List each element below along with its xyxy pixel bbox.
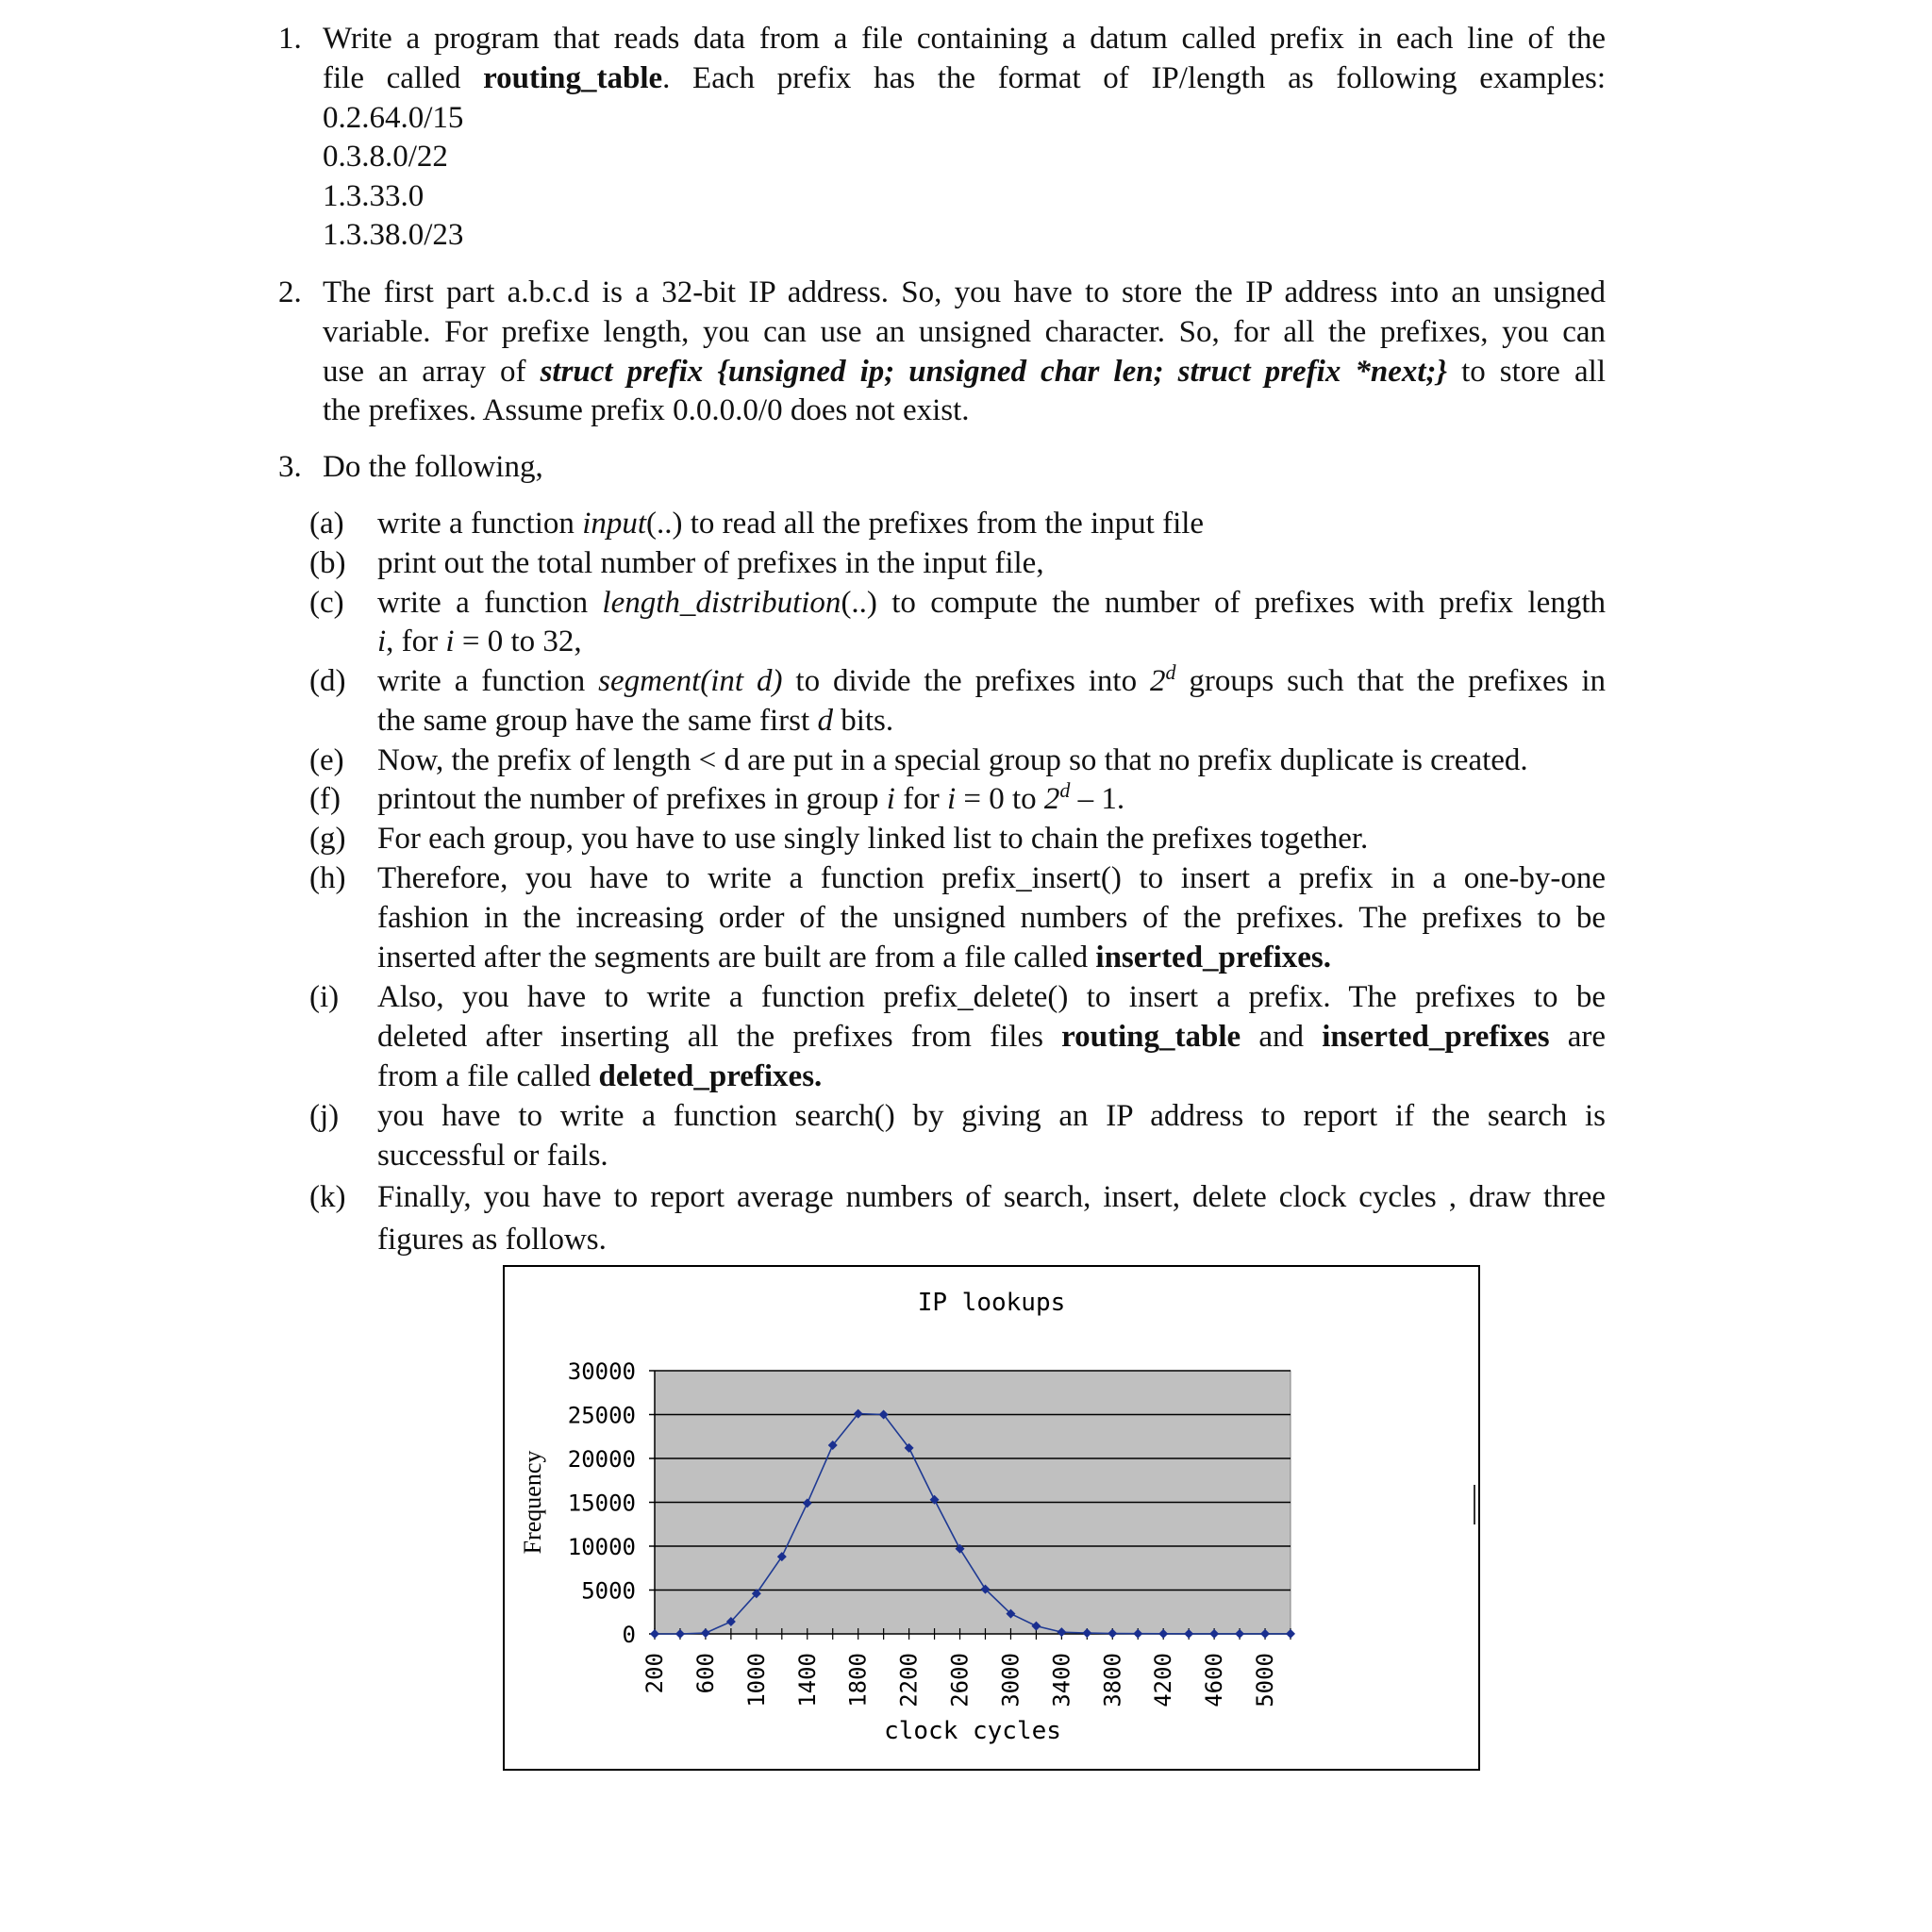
item-1-line-2: [323, 58, 1606, 98]
item-3-intro: Do the following,: [323, 450, 543, 484]
sub-f-eq: = 0 to: [963, 782, 1037, 816]
sub-h-label: (h): [309, 861, 346, 895]
inserted-prefixes-filename-2: inserted_prefixes: [1322, 1020, 1550, 1054]
sub-f-text: [377, 779, 1124, 819]
sub-c-range: = 0 to 32,: [461, 625, 582, 658]
sub-i-label: (i): [309, 980, 340, 1014]
sub-i-line-2-mid: and: [1258, 1020, 1305, 1054]
sub-c-mid: , for: [386, 625, 439, 658]
x-tick-label-200: 200: [641, 1653, 668, 1694]
ip-lookups-chart: [503, 1265, 1480, 1771]
example-prefix-1: 0.2.64.0/15: [323, 101, 464, 135]
sub-i-line-3: [377, 1057, 822, 1096]
x-tick-label-1000: 1000: [742, 1653, 770, 1707]
y-tick-label-20000: 20000: [567, 1446, 636, 1473]
item-2-line-3-pre: use an array of: [323, 355, 526, 389]
sub-h-line-3: [377, 938, 1331, 977]
routing-table-filename: routing_table: [483, 61, 663, 95]
x-tick-label-1400: 1400: [793, 1653, 821, 1707]
y-axis-label: Frequency: [519, 1450, 546, 1555]
sub-i-line-3-pre: from a file called: [377, 1059, 591, 1093]
y-tick-label-5000: 5000: [581, 1577, 636, 1605]
sub-c-post: (..) to compute the number of prefixes with prefix length: [841, 586, 1606, 620]
sub-d-line-2: [377, 701, 893, 741]
sub-h-line-2: fashion in the increasing order of the unsigned numbers of the prefixes. The prefixes to be: [377, 901, 1606, 935]
chart-title: IP lookups: [917, 1289, 1066, 1317]
sub-e-label: (e): [309, 743, 344, 777]
sub-d-line-2-pre: the same group have the same first: [377, 704, 810, 738]
segment-function-name: segment(int d): [598, 664, 783, 698]
sub-j-line-1: you have to write a function search() by giving an IP address to report if the search is: [377, 1099, 1606, 1133]
sub-d-post: groups such that the prefixes in: [1189, 664, 1607, 698]
item-1-line-2-post: . Each prefix has the format of IP/length as following examples:: [662, 61, 1606, 95]
y-tick-label-30000: 30000: [567, 1358, 636, 1385]
struct-prefix-definition: struct prefix {unsigned ip; unsigned char len; struct prefix *next;}: [540, 355, 1448, 389]
var-i: i: [377, 625, 387, 658]
routing-table-filename-2: routing_table: [1061, 1020, 1241, 1054]
sub-d-pre: write a function: [377, 664, 586, 698]
item-2-line-4: the prefixes. Assume prefix 0.0.0.0/0 does not exist.: [323, 393, 970, 427]
item-2-line-2: variable. For prefixe length, you can use an unsigned character. So, for all the prefixes, you can: [323, 315, 1606, 349]
sub-d-mid: to divide the prefixes into: [795, 664, 1138, 698]
var-i-f-2: i: [946, 782, 957, 816]
sub-g-label: (g): [309, 822, 346, 856]
x-tick-label-3000: 3000: [997, 1653, 1024, 1707]
x-tick-label-3800: 3800: [1099, 1653, 1126, 1707]
sub-i-line-1: Also, you have to write a function prefix_delete() to insert a prefix. The prefixes to be: [377, 980, 1606, 1014]
sub-i-line-2-pre: deleted after inserting all the prefixes from files: [377, 1020, 1043, 1054]
chart-canvas: [505, 1267, 1478, 1769]
example-prefix-3: 1.3.33.0: [323, 179, 425, 213]
y-tick-label-10000: 10000: [567, 1534, 636, 1560]
sub-e-text: Now, the prefix of length < d are put in a special group so that no prefix duplicate is created.: [377, 743, 1528, 777]
item-2-line-3-post: to store all: [1461, 355, 1606, 389]
sub-j-line-2: successful or fails.: [377, 1139, 608, 1173]
x-tick-label-1800: 1800: [844, 1653, 872, 1707]
sub-c-pre: write a function: [377, 586, 589, 620]
var-d: d: [817, 704, 833, 738]
sub-a-post: (..) to read all the prefixes from the input file: [646, 507, 1205, 541]
item-2-line-3: [323, 352, 1606, 391]
sub-d-base: 2: [1150, 664, 1166, 698]
item-1-line-1-text: Write a program that reads data from a file containing a datum called prefix in each line of the: [323, 22, 1606, 56]
sub-i-line-2: [377, 1017, 1606, 1057]
sub-k-line-1: Finally, you have to report average numbers of search, insert, delete clock cycles , draw three: [377, 1180, 1606, 1214]
example-prefix-4: 1.3.38.0/23: [323, 218, 464, 252]
item-1-line-2-pre: file called: [323, 61, 461, 95]
y-tick-label-15000: 15000: [567, 1490, 636, 1517]
var-i-2: i: [445, 625, 455, 658]
sub-d-line-2-post: bits.: [841, 704, 894, 738]
sub-a-label: (a): [309, 507, 344, 541]
x-axis-label: clock cycles: [884, 1717, 1061, 1745]
sub-f-label: (f): [309, 782, 341, 816]
sub-c-line-1: [377, 583, 1606, 623]
sub-d-exponent: d: [1165, 660, 1176, 684]
sub-j-label: (j): [309, 1099, 340, 1133]
sub-d-label: (d): [309, 664, 346, 698]
sub-b-text: print out the total number of prefixes in the input file,: [377, 546, 1044, 580]
sub-a-text: [377, 504, 1204, 543]
x-tick-label-4600: 4600: [1201, 1653, 1228, 1707]
inserted-prefixes-filename: inserted_prefixes.: [1095, 941, 1332, 974]
item-2-number: 2.: [278, 275, 302, 309]
y-tick-label-0: 0: [622, 1622, 636, 1648]
sub-k-line-2: figures as follows.: [377, 1223, 607, 1257]
sub-k-label: (k): [309, 1180, 346, 1214]
x-tick-label-600: 600: [691, 1653, 719, 1694]
var-i-f: i: [886, 782, 895, 816]
item-1-line-1: [323, 19, 1606, 58]
input-function-name: input: [582, 507, 647, 541]
sub-g-text: For each group, you have to use singly linked list to chain the prefixes together.: [377, 822, 1369, 856]
sub-f-exponent: d: [1059, 778, 1071, 802]
sub-c-line-2: [377, 622, 582, 661]
sub-h-line-3-pre: inserted after the segments are built are from a file called: [377, 941, 1089, 974]
sub-f-post: – 1.: [1077, 782, 1125, 816]
y-tick-label-25000: 25000: [567, 1402, 636, 1429]
item-2-line-1: The first part a.b.c.d is a 32-bit IP address. So, you have to store the IP address into an unsigned: [323, 275, 1606, 309]
sub-i-line-2-post: are: [1567, 1020, 1607, 1054]
x-tick-label-5000: 5000: [1252, 1653, 1279, 1707]
x-tick-label-2200: 2200: [895, 1653, 923, 1707]
item-3-number: 3.: [278, 450, 302, 484]
x-tick-label-3400: 3400: [1048, 1653, 1075, 1707]
text-cursor-mark: [1474, 1485, 1475, 1524]
sub-h-line-1: Therefore, you have to write a function prefix_insert() to insert a prefix in a one-by-one: [377, 861, 1606, 895]
sub-f-mid: for: [903, 782, 940, 816]
deleted-prefixes-filename: deleted_prefixes.: [598, 1059, 823, 1093]
sub-f-pre: printout the number of prefixes in group: [377, 782, 879, 816]
sub-f-base: 2: [1043, 782, 1060, 816]
x-tick-label-2600: 2600: [946, 1653, 974, 1707]
sub-d-line-1: [377, 661, 1606, 701]
sub-c-label: (c): [309, 586, 344, 620]
item-1-number: 1.: [278, 22, 302, 56]
length-distribution-function-name: length_distribution: [602, 586, 841, 620]
example-prefix-2: 0.3.8.0/22: [323, 140, 448, 174]
sub-a-pre: write a function: [377, 507, 575, 541]
sub-b-label: (b): [309, 546, 346, 580]
x-tick-label-4200: 4200: [1150, 1653, 1177, 1707]
